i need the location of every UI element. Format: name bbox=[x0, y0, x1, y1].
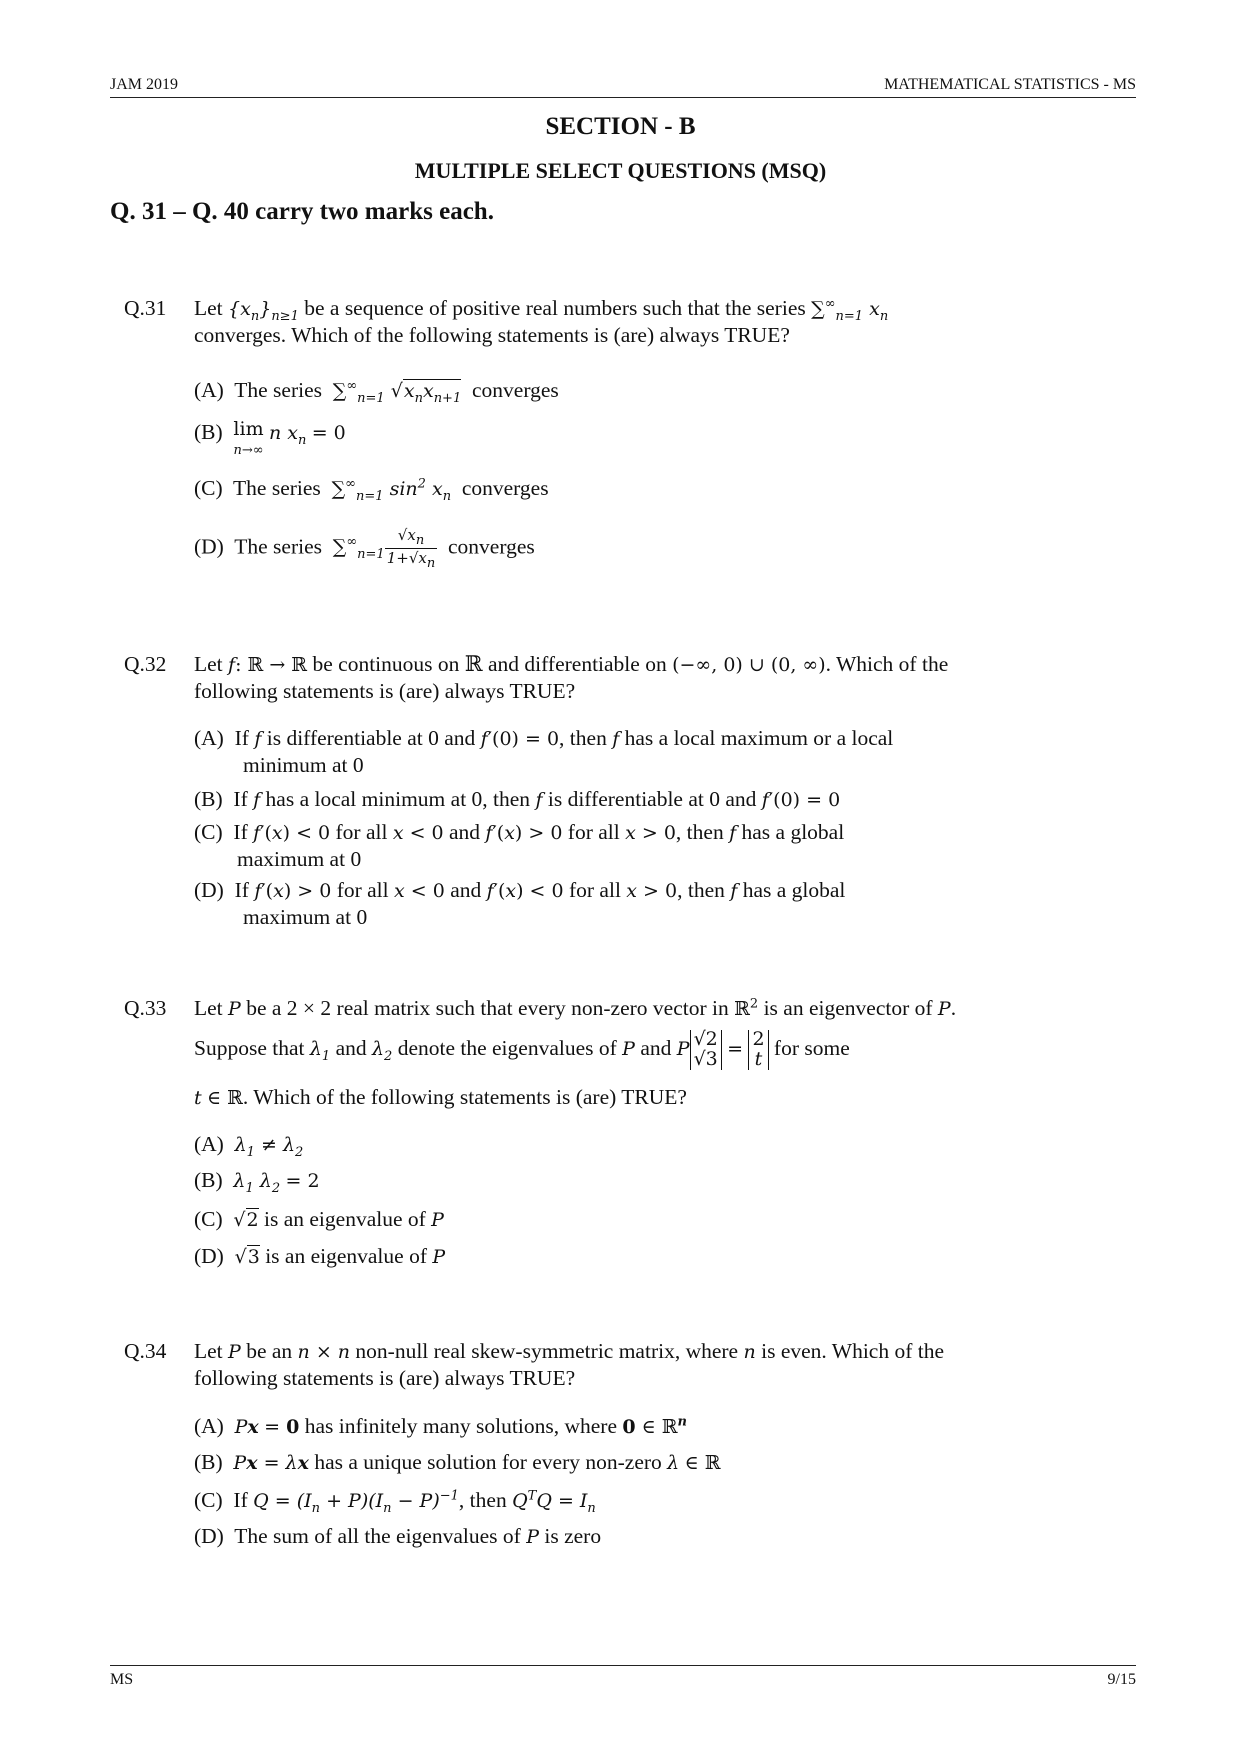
option-a[interactable]: (A) The series $\sum^\infty_{n=1}$ $√x_nx_{n+1}$ converges bbox=[194, 378, 559, 406]
option-d[interactable]: (D) √3 is an eigenvalue of P bbox=[194, 1244, 446, 1268]
option-d[interactable]: (D) If f′(x) > 0 for all x < 0 and f′(x) < 0 for all x > 0, then f has a global bbox=[194, 878, 846, 902]
question-stem: Let $\{x_n\}_{n\ge 1}$ be a sequence of positive real numbers such that the series $\sum^\infty_{n=1}$ $x_n$ bbox=[194, 296, 889, 324]
header-left: JAM 2019 bbox=[110, 76, 179, 93]
question-number: Q.32 bbox=[124, 652, 167, 676]
option-b[interactable]: (B) Px = λx has a unique solution for every non-zero λ ∈ ℝ bbox=[194, 1450, 721, 1474]
footer-left: MS bbox=[110, 1671, 134, 1688]
question-number: Q.31 bbox=[124, 296, 167, 320]
question-stem-line2: Suppose that $\lambda_1$ and $\lambda_2$ denote the eigenvalues of P and P √2 √3 = 2 t for some bbox=[194, 1028, 850, 1070]
option-c[interactable]: (C) If $Q = (I_n + P)(I_n - P)^{-1}$, then $Q^TQ = I_n$ bbox=[194, 1488, 596, 1516]
option-d[interactable]: (D) The sum of all the eigenvalues of P is zero bbox=[194, 1524, 602, 1548]
section-title: SECTION - B bbox=[545, 113, 696, 140]
header-right: MATHEMATICAL STATISTICS - MS bbox=[884, 76, 1136, 93]
option-c-line2: maximum at 0 bbox=[237, 847, 362, 871]
question-stem: Let P be a 2 × 2 real matrix such that every non-zero vector in ℝ$^2$ is an eigenvector of P. bbox=[194, 996, 957, 1020]
header-rule bbox=[110, 97, 1136, 98]
page-number: 9/15 bbox=[1107, 1671, 1136, 1688]
footer-rule bbox=[110, 1665, 1136, 1666]
question-number: Q.33 bbox=[124, 996, 167, 1020]
marks-note: Q. 31 – Q. 40 carry two marks each. bbox=[110, 198, 494, 225]
option-a[interactable]: (A) If f is differentiable at 0 and f′(0) = 0, then f has a local maximum or a local bbox=[194, 726, 894, 750]
option-b[interactable]: (B) lim n→∞ n $x_n = 0$ bbox=[194, 418, 346, 458]
option-d[interactable]: (D) The series $\sum^\infty_{n=1}$ $\frac{√x_n}{1+√x_n}$ converges bbox=[194, 526, 535, 571]
option-c[interactable]: (C) The series $\sum^\infty_{n=1}$ $\sin^2 x_n$ converges bbox=[194, 476, 549, 504]
option-c[interactable]: (C) If f′(x) < 0 for all x < 0 and f′(x) > 0 for all x > 0, then f has a global bbox=[194, 820, 845, 844]
question-stem: Let f: ℝ → ℝ be continuous on ℝ and differentiable on (−∞, 0) ∪ (0, ∞). Which of the bbox=[194, 652, 949, 676]
question-stem: Let P be an n × n non-null real skew-symmetric matrix, where n is even. Which of the bbox=[194, 1339, 945, 1363]
option-a[interactable]: (A) $\lambda_1 \ne \lambda_2$ bbox=[194, 1132, 304, 1160]
section-subtitle: MULTIPLE SELECT QUESTIONS (MSQ) bbox=[414, 158, 827, 183]
option-d-line2: maximum at 0 bbox=[243, 905, 368, 929]
question-number: Q.34 bbox=[124, 1339, 167, 1363]
option-a-line2: minimum at 0 bbox=[243, 753, 364, 777]
option-a[interactable]: (A) Px = 0 has infinitely many solutions, where 0 ∈ ℝ$^n$ bbox=[194, 1414, 687, 1438]
question-stem-line2: following statements is (are) always TRUE? bbox=[194, 1366, 576, 1390]
option-c[interactable]: (C) √2 is an eigenvalue of P bbox=[194, 1207, 444, 1231]
question-stem-line3: t ∈ ℝ. Which of the following statements is (are) TRUE? bbox=[194, 1085, 687, 1109]
option-b[interactable]: (B) $\lambda_1$ $\lambda_2 = 2$ bbox=[194, 1168, 320, 1196]
question-stem-line2: converges. Which of the following statements is (are) always TRUE? bbox=[194, 323, 790, 347]
question-stem-line2: following statements is (are) always TRUE? bbox=[194, 679, 576, 703]
option-b[interactable]: (B) If f has a local minimum at 0, then f is differentiable at 0 and f′(0) = 0 bbox=[194, 787, 841, 811]
